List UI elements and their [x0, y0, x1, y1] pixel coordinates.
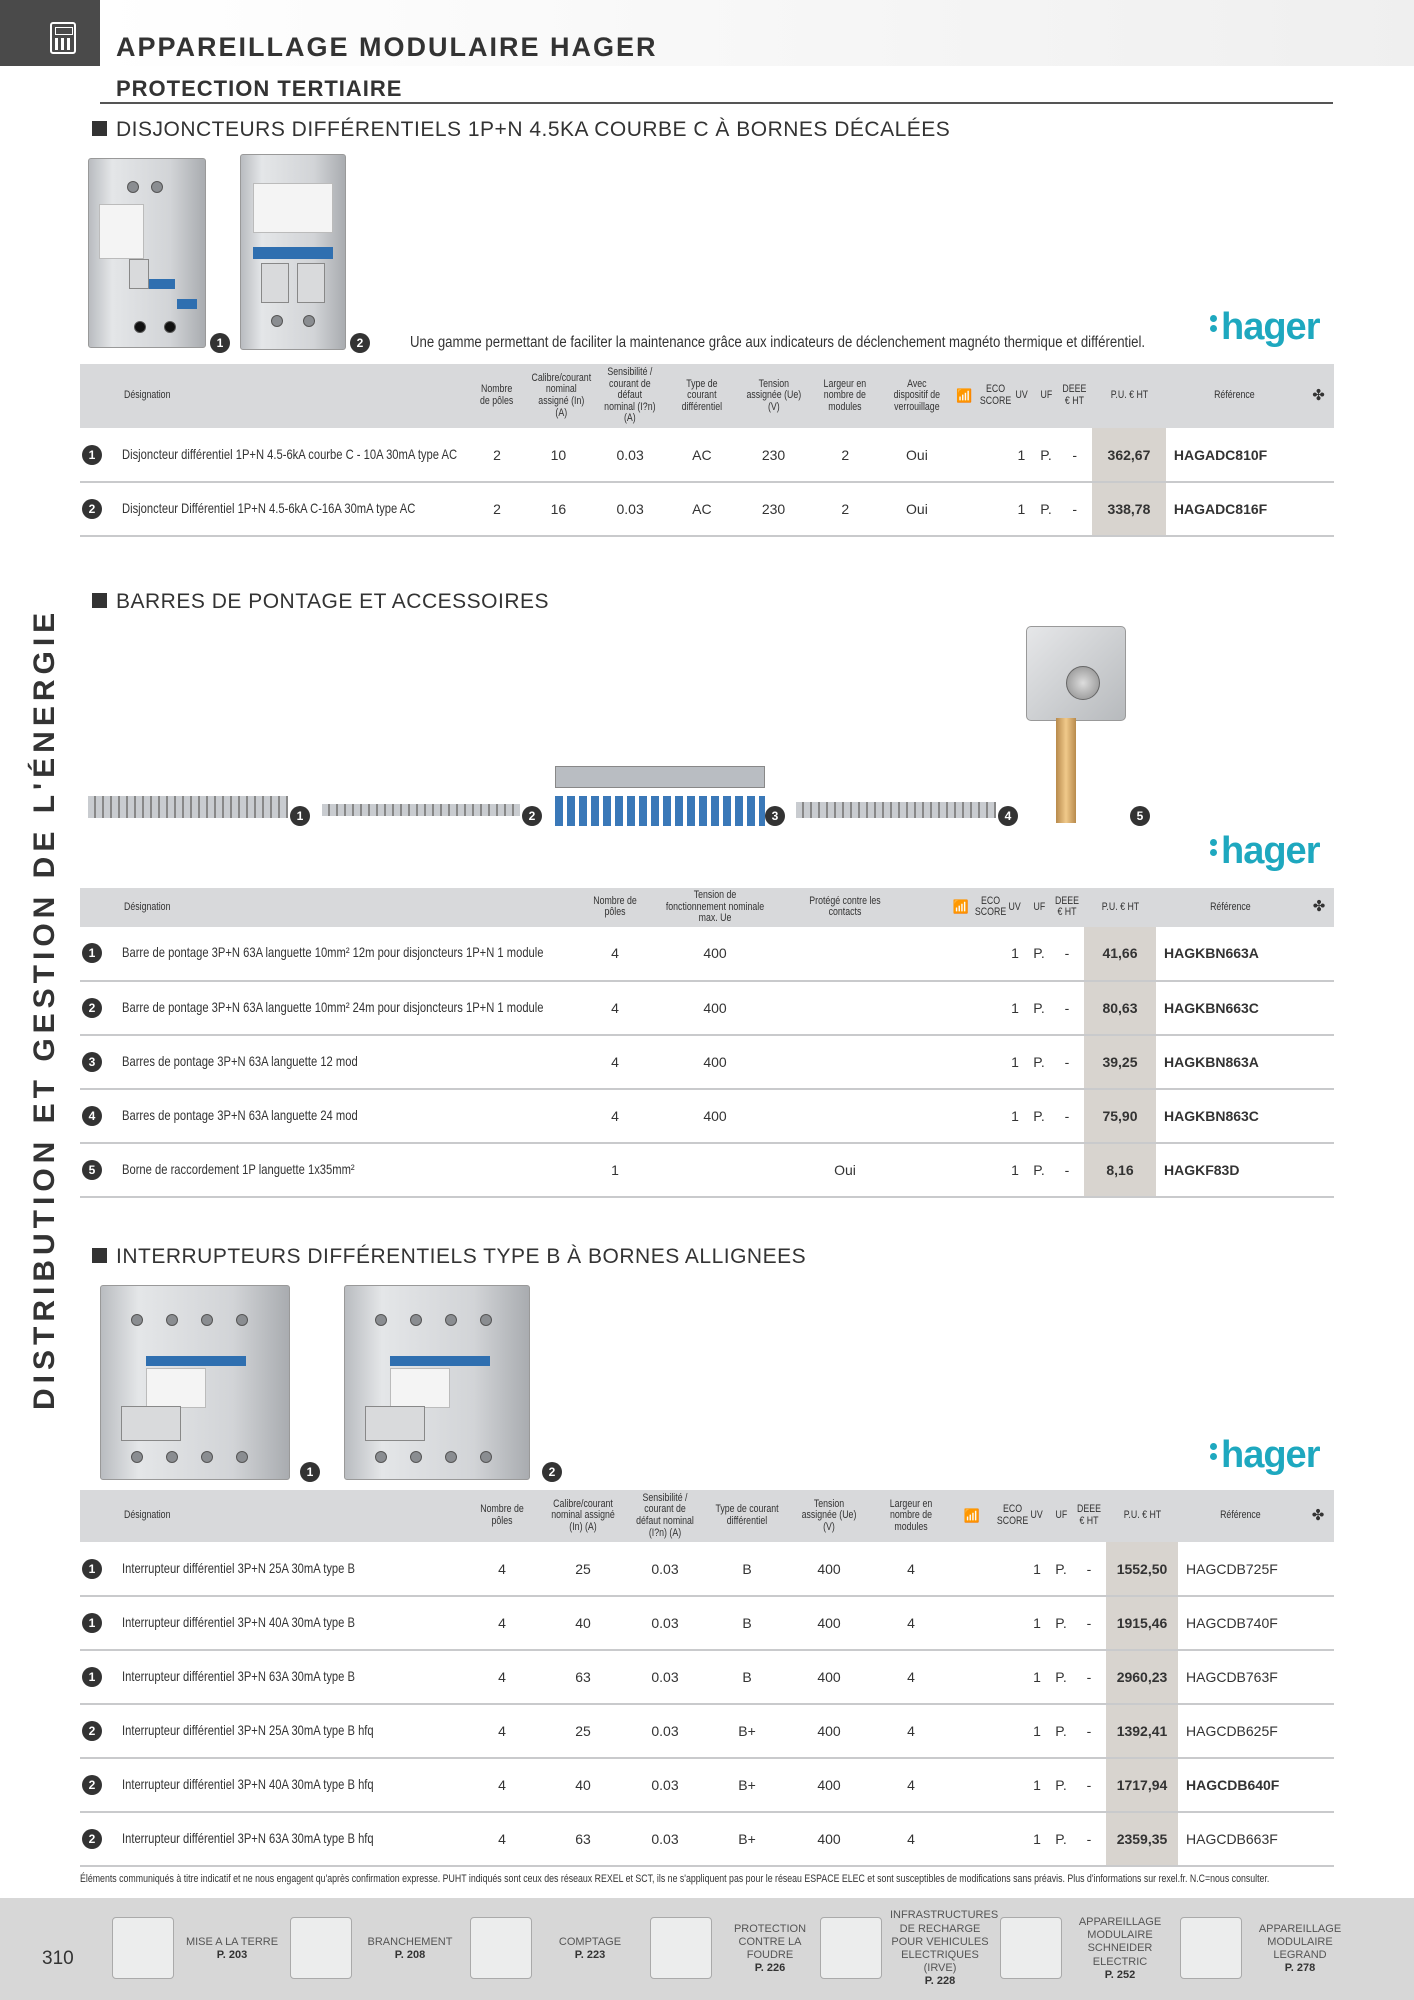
col-eco-score: ECO SCORE [992, 1490, 1024, 1542]
table-row: 2 Barre de pontage 3P+N 63A languette 10mm² 24m pour disjoncteurs 1P+N 1 module 4 400 1 P. - 80,63 HAGKBN663C [80, 981, 1334, 1035]
price: 39,25 [1084, 1035, 1156, 1089]
col-type: Type de courant différentiel [666, 364, 738, 428]
price: 1717,94 [1106, 1758, 1178, 1812]
col-type: Type de courant différentiel [706, 1490, 788, 1542]
surge-protector-icon [650, 1917, 712, 1979]
product-image-barre-1 [88, 796, 288, 818]
table-row: 4 Barres de pontage 3P+N 63A languette 24 mod 4 400 1 P. - 75,90 HAGKBN863C [80, 1089, 1334, 1143]
col-deee: DEEE € HT [1057, 364, 1092, 428]
square-bullet-icon [92, 1248, 107, 1263]
section-title-text: DISJONCTEURS DIFFÉRENTIELS 1P+N 4.5KA COURBE C À BORNES DÉCALÉES [116, 118, 951, 141]
col-reference: Référence [1156, 888, 1304, 927]
col-uf: UF [1028, 888, 1050, 927]
reference: HAGKBN663A [1156, 927, 1304, 981]
price: 41,66 [1084, 927, 1156, 981]
section-title-disjoncteurs [92, 118, 950, 142]
col-uv: UV [1002, 888, 1028, 927]
table-interrupteurs [80, 1490, 1334, 1867]
table-row: 3 Barres de pontage 3P+N 63A languette 12 mod 4 400 1 P. - 39,25 HAGKBN863A [80, 1035, 1334, 1089]
price: 362,67 [1092, 428, 1166, 482]
col-protege: Protégé contre les contacts [780, 888, 910, 927]
price: 2960,23 [1106, 1650, 1178, 1704]
col-tension: Tension assignée (Ue) (V) [788, 1490, 870, 1542]
col-uv: UV [1008, 364, 1035, 428]
wifi-icon: 📶 [952, 1490, 992, 1542]
catalog-page: APPAREILLAGE MODULAIRE HAGER PROTECTION TERTIAIRE DISTRIBUTION ET GESTION DE L'ÉNERGIE DISJONCTEURS DIFFÉRENTIELS 1P+N 4.5KA COURBE C À BORNES DÉCALÉES 1 2 Une gamme permettant de faciliter la maintenance grâce aux indicateurs de déclenchement magnéto thermique et différentiel. hager Désignation Nombre de pôles Calibre/courant nominal assigné (In) (A) Sensibilité / courant de défaut nominal (I?n) (A) Type de courant différentiel Tension assignée (Ue) (V) Largeur en nombre de modules Avec dispositif de verrouillage 📶 ECO SCORE UV UF DEEE € HT P.U. € HT Référence ✤ 1 Disjoncteur différentiel 1P+N 4.5-6kA courbe C - 10A 30mA type AC 2 10 0.03 AC 230 2 Oui 1 P. - 362,67 HAGADC810F 2 Disjoncteur Différentiel 1P+N 4.5-6kA C-16A 30mA type AC 2 16 0.03 AC 230 2 Oui 1 P. - 338,78 HAGADC816F BARRES DE PONTAGE ET ACCESSOIRES 1 2 3 4 5 hager Désignation Nombre de pôles Tension de fonctionnement nominale max. Ue Protégé contre les contacts 📶 ECO SCORE UV UF DEEE € HT P.U. € HT Référence ✤ 1 Barre de pontage 3P+N 63A languette 10mm² 12m pour disjoncteurs 1P+N 1 module 4 400 1 P. - 41,66 HAGKBN663A 2 Barre de pontage 3P+N 63A languette 10mm² 24m pour disjoncteurs 1P+N 1 module 4 400 1 P. - 80,63 HAGKBN663C 3 Barres de pontage 3P+N 63A languette 12 mod 4 400 1 P. - 39,25 HAGKBN863A 4 Barres de pontage 3P+N 63A languette 24 mod 4 400 1 P. - 75,90 HAGKBN863C 5 Borne de raccordement 1P languette 1x35mm² 1 Oui 1 P. - 8,16 HAGKF83D INTERRUPTEURS DIFFÉRENTIELS TYPE B À BORNES ALLIGNEES 1 2 hager Désignation Nombre de pôles Calibre/courant nominal assigné (In) (A) Sensibilité / courant de défaut nominal (I?n) (A) Type de courant différentiel Tension assignée (Ue) (V) Largeur en nombre de modules 📶 ECO SCORE UV UF DEEE € HT P.U. € HT Référence ✤ 1 Interrupteur différentiel 3P+N 25A 30mA type B 4 25 0.03 B 400 4 1 P. - 1552,50 HAGCDB725F 1 Interrupteur différentiel 3P+N 40A 30mA type B 4 40 0.03 B 400 4 1 P. - 1915,46 HAGCDB740F 1 Interrupteur différentiel 3P+N 63A 30mA type B 4 63 0.03 B 400 4 1 P. - 2960,23 HAGCDB763F 2 Interrupteur différentiel 3P+N 25A 30mA type B hfq 4 25 0.03 B+ 400 4 1 P. - 1392,41 HAGCDB625F 2 Interrupteur différentiel 3P+N 40A 30mA type B hfq 4 40 0.03 B+ 400 4 1 P. - 1717,94 HAGCDB640F 2 Interrupteur différentiel 3P+N 63A 30mA type B hfq 4 63 0.03 B+ 400 4 1 P. - 2359,35 HAGCDB663F Éléments communiqués à titre indicatif et ne nous engagent qu'après confirmation expresse. PUHT indiqués sont ceux des réseaux REXEL et SCT, ils ne s'appliquent pas pour le réseau ESPACE ELEC et sont susceptibles de modifications sans préavis. Plus d'informations sur rexel.fr. N.C=nous consulter. 310 MISE A LA TERRE P. 203 BRANCHEMENT P. 208 COMPTAGE P. 223 PROTECTION CONTRE LA FOUDRE P. 226 INFRASTRUCTURES DE RECHARGE POUR VEHICULES ELECTRIQUES (IRVE) P. 228 APPAREILLAGE MODULAIRE SCHNEIDER ELECTRIC P. 252 APPAREILLAGE MODULAIRE LEGRAND P. 278 [0, 0, 1414, 2000]
reference: HAGCDB725F [1178, 1542, 1302, 1596]
reference: HAGKF83D [1156, 1143, 1304, 1197]
col-poles: Nombre de pôles [471, 364, 522, 428]
page-number: 310 [42, 1948, 74, 1969]
table-row: 1 Interrupteur différentiel 3P+N 63A 30mA type B 4 63 0.03 B 400 4 1 P. - 2960,23 HAGCDB763F [80, 1650, 1334, 1704]
square-bullet-icon [92, 121, 107, 136]
col-largeur: Largeur en nombre de modules [870, 1490, 952, 1542]
reference: HAGADC816F [1166, 482, 1303, 536]
product-image-barre-2 [322, 804, 520, 816]
square-bullet-icon [92, 593, 107, 608]
subtitle-divider [100, 102, 1333, 104]
panel-icon [290, 1917, 352, 1979]
reference: HAGCDB763F [1178, 1650, 1302, 1704]
page-subtitle: PROTECTION TERTIAIRE [116, 76, 403, 101]
table-disjoncteurs [80, 364, 1334, 537]
col-price: P.U. € HT [1106, 1490, 1178, 1542]
product-image-barre-3-comb [555, 796, 765, 826]
reference: HAGKBN863A [1156, 1035, 1304, 1089]
side-section-label: DISTRIBUTION ET GESTION DE L'ÉNERGIE [28, 607, 61, 1410]
product-image-borne [1026, 626, 1130, 826]
badge-4: 4 [998, 806, 1018, 826]
col-uf: UF [1050, 1490, 1072, 1542]
reference: HAGKBN663C [1156, 981, 1304, 1035]
section-title-text: BARRES DE PONTAGE ET ACCESSOIRES [116, 590, 549, 613]
col-calibre: Calibre/courant nominal assigné (In) (A) [523, 364, 595, 428]
product-image-interrupteur-2 [344, 1285, 530, 1480]
col-eco-score: ECO SCORE [970, 888, 1002, 927]
col-largeur: Largeur en nombre de modules [809, 364, 881, 428]
table-barres [80, 888, 1334, 1198]
reference: HAGCDB640F [1178, 1758, 1302, 1812]
badge-1: 1 [210, 333, 230, 353]
col-designation: Désignation [80, 364, 471, 428]
charging-station-icon [820, 1917, 882, 1979]
table-row: 2 Disjoncteur Différentiel 1P+N 4.5-6kA C-16A 30mA type AC 2 16 0.03 AC 230 2 Oui 1 P. - 338,78 HAGADC816F [80, 482, 1334, 536]
footnote: Éléments communiqués à titre indicatif et ne nous engagent qu'après confirmation expresse. PUHT indiqués sont ceux des réseaux REXEL et SCT, ils ne s'appliquent pas pour le réseau ESPACE ELEC et sont susceptibles de modifications sans préavis. Plus d'informations sur rexel.fr. N.C=nous consulter. [80, 1873, 1270, 1885]
price: 338,78 [1092, 482, 1166, 536]
col-deee: DEEE € HT [1072, 1490, 1106, 1542]
col-deee: DEEE € HT [1050, 888, 1084, 927]
table-row: 1 Barre de pontage 3P+N 63A languette 10mm² 12m pour disjoncteurs 1P+N 1 module 4 400 1 P. - 41,66 HAGKBN663A [80, 927, 1334, 981]
col-tension: Tension assignée (Ue) (V) [738, 364, 810, 428]
col-eco-score: ECO SCORE [975, 364, 1008, 428]
meter-icon [470, 1917, 532, 1979]
badge-2: 2 [542, 1462, 562, 1482]
badge-5: 5 [1130, 806, 1150, 826]
recycle-icon: ✤ [1302, 1490, 1334, 1542]
grounding-icon [112, 1917, 174, 1979]
col-price: P.U. € HT [1092, 364, 1166, 428]
recycle-icon: ✤ [1303, 364, 1334, 428]
price: 1392,41 [1106, 1704, 1178, 1758]
reference: HAGCDB663F [1178, 1812, 1302, 1866]
price: 1915,46 [1106, 1596, 1178, 1650]
price: 8,16 [1084, 1143, 1156, 1197]
reference: HAGCDB625F [1178, 1704, 1302, 1758]
header-tab [0, 0, 100, 66]
price: 1552,50 [1106, 1542, 1178, 1596]
hager-logo: hager [1210, 306, 1319, 349]
hager-logo: hager [1210, 830, 1319, 873]
table-row: 2 Interrupteur différentiel 3P+N 63A 30mA type B hfq 4 63 0.03 B+ 400 4 1 P. - 2359,35 HAGCDB663F [80, 1812, 1334, 1866]
hager-logo: hager [1210, 1434, 1319, 1477]
reference: HAGCDB740F [1178, 1596, 1302, 1650]
col-uf: UF [1035, 364, 1058, 428]
badge-3: 3 [765, 806, 785, 826]
col-uv: UV [1024, 1490, 1050, 1542]
col-verrouillage: Avec dispositif de verrouillage [881, 364, 953, 428]
table-row: 1 Interrupteur différentiel 3P+N 25A 30mA type B 4 25 0.03 B 400 4 1 P. - 1552,50 HAGCDB725F [80, 1542, 1334, 1596]
col-reference: Référence [1166, 364, 1303, 428]
price: 75,90 [1084, 1089, 1156, 1143]
reference: HAGADC810F [1166, 428, 1303, 482]
recycle-icon: ✤ [1304, 888, 1334, 927]
badge-1: 1 [290, 806, 310, 826]
page-title: APPAREILLAGE MODULAIRE HAGER [116, 32, 658, 62]
product-image-barre-4 [796, 802, 996, 818]
col-price: P.U. € HT [1084, 888, 1156, 927]
breaker-icon [1000, 1917, 1062, 1979]
col-poles: Nombre de pôles [462, 1490, 542, 1542]
wifi-icon: 📶 [910, 888, 970, 927]
col-reference: Référence [1178, 1490, 1302, 1542]
table-row: 2 Interrupteur différentiel 3P+N 25A 30mA type B hfq 4 25 0.03 B+ 400 4 1 P. - 1392,41 HAGCDB625F [80, 1704, 1334, 1758]
table-row: 1 Disjoncteur différentiel 1P+N 4.5-6kA courbe C - 10A 30mA type AC 2 10 0.03 AC 230 2 Oui 1 P. - 362,67 HAGADC810F [80, 428, 1334, 482]
col-sensibilite: Sensibilité / courant de défaut nominal (I?n) (A) [624, 1490, 706, 1542]
product-image-disjoncteur-1 [88, 158, 206, 348]
col-calibre: Calibre/courant nominal assigné (In) (A) [542, 1490, 624, 1542]
breaker-icon [1180, 1917, 1242, 1979]
col-tension: Tension de fonctionnement nominale max. Ue [650, 888, 780, 927]
badge-2: 2 [350, 333, 370, 353]
product-image-interrupteur-1 [100, 1285, 290, 1480]
product-image-barre-3 [555, 766, 765, 788]
col-designation: Désignation [80, 888, 580, 927]
section-title-interrupteurs [92, 1245, 806, 1269]
table-row: 5 Borne de raccordement 1P languette 1x35mm² 1 Oui 1 P. - 8,16 HAGKF83D [80, 1143, 1334, 1197]
section-title-text: INTERRUPTEURS DIFFÉRENTIELS TYPE B À BORNES ALLIGNEES [116, 1245, 807, 1268]
product-image-disjoncteur-2 [240, 154, 346, 350]
table-row: 1 Interrupteur différentiel 3P+N 40A 30mA type B 4 40 0.03 B 400 4 1 P. - 1915,46 HAGCDB740F [80, 1596, 1334, 1650]
badge-2: 2 [522, 806, 542, 826]
col-designation: Désignation [80, 1490, 462, 1542]
badge-1: 1 [300, 1462, 320, 1482]
section-tagline: Une gamme permettant de faciliter la maintenance grâce aux indicateurs de déclenchement magnéto thermique et différentiel. [410, 334, 1146, 351]
calculator-icon [50, 22, 76, 54]
wifi-icon: 📶 [953, 364, 976, 428]
section-title-barres [92, 590, 549, 614]
price: 2359,35 [1106, 1812, 1178, 1866]
table-row: 2 Interrupteur différentiel 3P+N 40A 30mA type B hfq 4 40 0.03 B+ 400 4 1 P. - 1717,94 HAGCDB640F [80, 1758, 1334, 1812]
price: 80,63 [1084, 981, 1156, 1035]
reference: HAGKBN863C [1156, 1089, 1304, 1143]
col-sensibilite: Sensibilité / courant de défaut nominal (I?n) (A) [594, 364, 666, 428]
col-poles: Nombre de pôles [580, 888, 650, 927]
